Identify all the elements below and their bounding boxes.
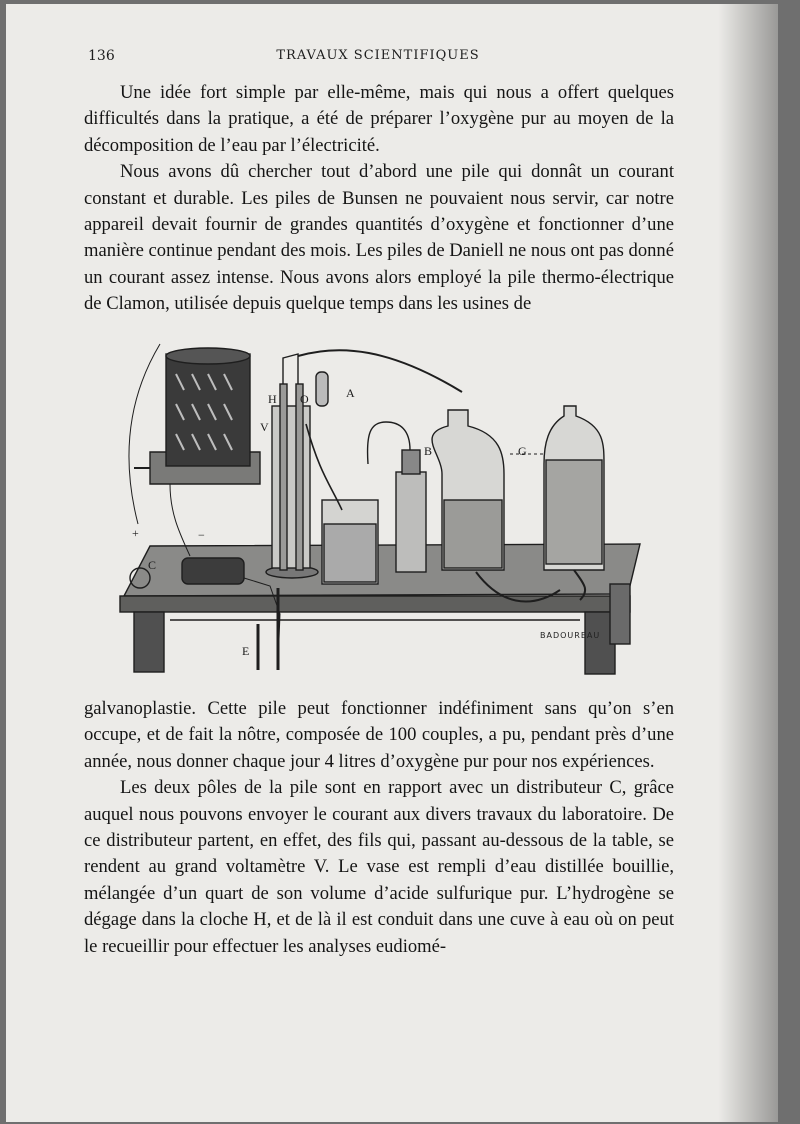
label-h: H <box>268 392 277 406</box>
body-text-bottom <box>84 696 674 960</box>
paragraph: galvanoplastie. Cette pile peut fonctionner indéfiniment sans qu’on s’en occupe, et de fait la nôtre, composée de 100 couples, a pu, pendant près d’une année, nous donner chaque jour 4 litres d’oxygène pur pour nos expériences. <box>84 698 674 772</box>
engraver-signature: BADOUREAU <box>540 631 601 640</box>
label-plus: + <box>132 526 139 540</box>
label-e: E <box>242 644 250 658</box>
paragraph: Nous avons dû chercher tout d’abord une pile qui donnât un courant constant et durable. Les piles de Bunsen ne pouvaient nous servir, car notre appareil devait fournir de grandes quantités d’oxygène et fonctionner d’une manière continue pendant des mois. Les piles de Daniell ne nous ont pas donné un courant assez intense. Nous avons alors employé la pile thermo-électrique de Clamon, utilisée depuis quelque temps dans les usines de <box>84 161 674 315</box>
page-number: 136 <box>88 48 115 64</box>
label-v: V <box>260 420 269 434</box>
label-minus: − <box>198 528 205 542</box>
body-text-top <box>84 80 674 318</box>
page-shadow <box>718 4 778 1122</box>
label-g: G <box>518 444 527 458</box>
page-header <box>82 48 674 68</box>
running-head: TRAVAUX SCIENTIFIQUES <box>276 48 480 63</box>
label-o: O <box>300 392 309 406</box>
label-b: B <box>424 444 433 458</box>
label-c: C <box>148 558 157 572</box>
paragraph: Une idée fort simple par elle-même, mais qui nous a offert quelques difficultés dans la pratique, a été de préparer l’oxygène pur au moyen de la décomposition de l’eau par l’électricité. <box>84 82 674 156</box>
label-a: A <box>346 386 355 400</box>
paragraph: Les deux pôles de la pile sont en rapport avec un distributeur C, grâce auquel nous pouvons envoyer le courant aux divers travaux du laboratoire. De ce distributeur partent, en effet, des fils qui, passant au-dessous de la table, se rendent au grand voltamètre V. Le vase est rempli d’eau distillée bouillie, mélangée d’un quart de son volume d’acide sulfurique pur. L’hydrogène se dégage dans la cloche H, et de là il est conduit dans une cuve à eau où on peut le recueillir pour effectuer les analyses eudiomé- <box>84 777 674 957</box>
apparatus-engraving <box>110 334 670 684</box>
book-page <box>6 4 778 1122</box>
